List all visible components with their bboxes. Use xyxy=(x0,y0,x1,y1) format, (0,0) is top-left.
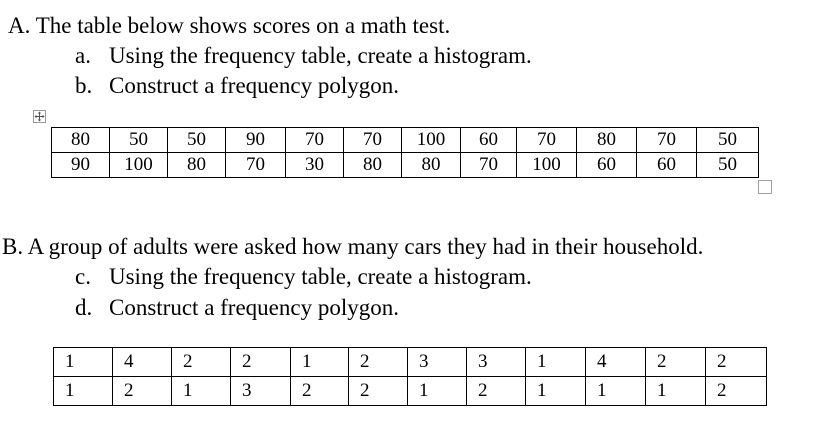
table-row xyxy=(54,348,767,377)
table-cell: 80 xyxy=(52,128,110,153)
table-cell: 2 xyxy=(706,377,767,406)
table-cell: 4 xyxy=(586,348,646,377)
table-cell: 60 xyxy=(461,128,517,153)
item-letter: c. xyxy=(75,264,91,289)
move-arrows-icon[interactable] xyxy=(33,110,46,123)
table-cell: 50 xyxy=(697,128,759,153)
table-cell: 1 xyxy=(172,377,231,406)
section-b-heading: B. A group of adults were asked how many cars they had in their household. xyxy=(2,234,704,259)
table-cell: 1 xyxy=(54,348,113,377)
table-cell: 80 xyxy=(168,153,226,178)
section-a-item-a xyxy=(75,43,532,69)
table-cell: 50 xyxy=(110,128,168,153)
table-cell: 2 xyxy=(291,377,349,406)
table-cell: 100 xyxy=(110,153,168,178)
table-cell: 3 xyxy=(408,348,467,377)
table-cell: 70 xyxy=(517,128,577,153)
table-cell: 70 xyxy=(637,128,697,153)
section-b-item-c xyxy=(75,264,532,290)
table-cell: 100 xyxy=(402,128,461,153)
table-cell: 30 xyxy=(286,153,344,178)
table-cell: 1 xyxy=(646,377,706,406)
item-text: Using the frequency table, create a histogram. xyxy=(109,43,532,68)
section-b-item-d xyxy=(75,295,399,321)
table-cell: 1 xyxy=(408,377,467,406)
table-cell: 60 xyxy=(637,153,697,178)
table-cell: 90 xyxy=(52,153,110,178)
table-cell: 1 xyxy=(54,377,113,406)
item-text: Construct a frequency polygon. xyxy=(109,73,399,98)
table-cell: 2 xyxy=(467,377,526,406)
table-row xyxy=(52,153,759,178)
table-cell: 70 xyxy=(461,153,517,178)
table-cell: 1 xyxy=(291,348,349,377)
table-cell: 2 xyxy=(349,348,408,377)
table-row xyxy=(54,377,767,406)
table-cell: 2 xyxy=(349,377,408,406)
resize-square-icon[interactable] xyxy=(758,180,772,194)
table-cell: 2 xyxy=(646,348,706,377)
table-cell: 80 xyxy=(344,153,402,178)
table-cell: 70 xyxy=(226,153,286,178)
table-cell: 3 xyxy=(467,348,526,377)
table-cell: 80 xyxy=(577,128,637,153)
item-text: Construct a frequency polygon. xyxy=(109,295,399,320)
item-text: Using the frequency table, create a histogram. xyxy=(109,264,532,289)
scores-table xyxy=(51,127,759,178)
section-a-heading: A. The table below shows scores on a math test. xyxy=(8,13,451,38)
cars-table xyxy=(53,347,767,406)
table-cell: 1 xyxy=(586,377,646,406)
table-cell: 50 xyxy=(168,128,226,153)
table-cell: 90 xyxy=(226,128,286,153)
item-letter: b. xyxy=(75,73,93,98)
table-row xyxy=(52,128,759,153)
table-cell: 50 xyxy=(697,153,759,178)
table-cell: 4 xyxy=(113,348,172,377)
item-letter: d. xyxy=(75,295,93,320)
table-cell: 2 xyxy=(706,348,767,377)
table-cell: 60 xyxy=(577,153,637,178)
table-cell: 3 xyxy=(231,377,291,406)
section-a-item-b xyxy=(75,73,399,99)
table-cell: 100 xyxy=(517,153,577,178)
table-cell: 70 xyxy=(286,128,344,153)
table-cell: 2 xyxy=(113,377,172,406)
table-cell: 1 xyxy=(526,348,586,377)
table-cell: 2 xyxy=(172,348,231,377)
table-cell: 80 xyxy=(402,153,461,178)
item-letter: a. xyxy=(75,43,91,68)
table-cell: 70 xyxy=(344,128,402,153)
table-cell: 1 xyxy=(526,377,586,406)
table-cell: 2 xyxy=(231,348,291,377)
